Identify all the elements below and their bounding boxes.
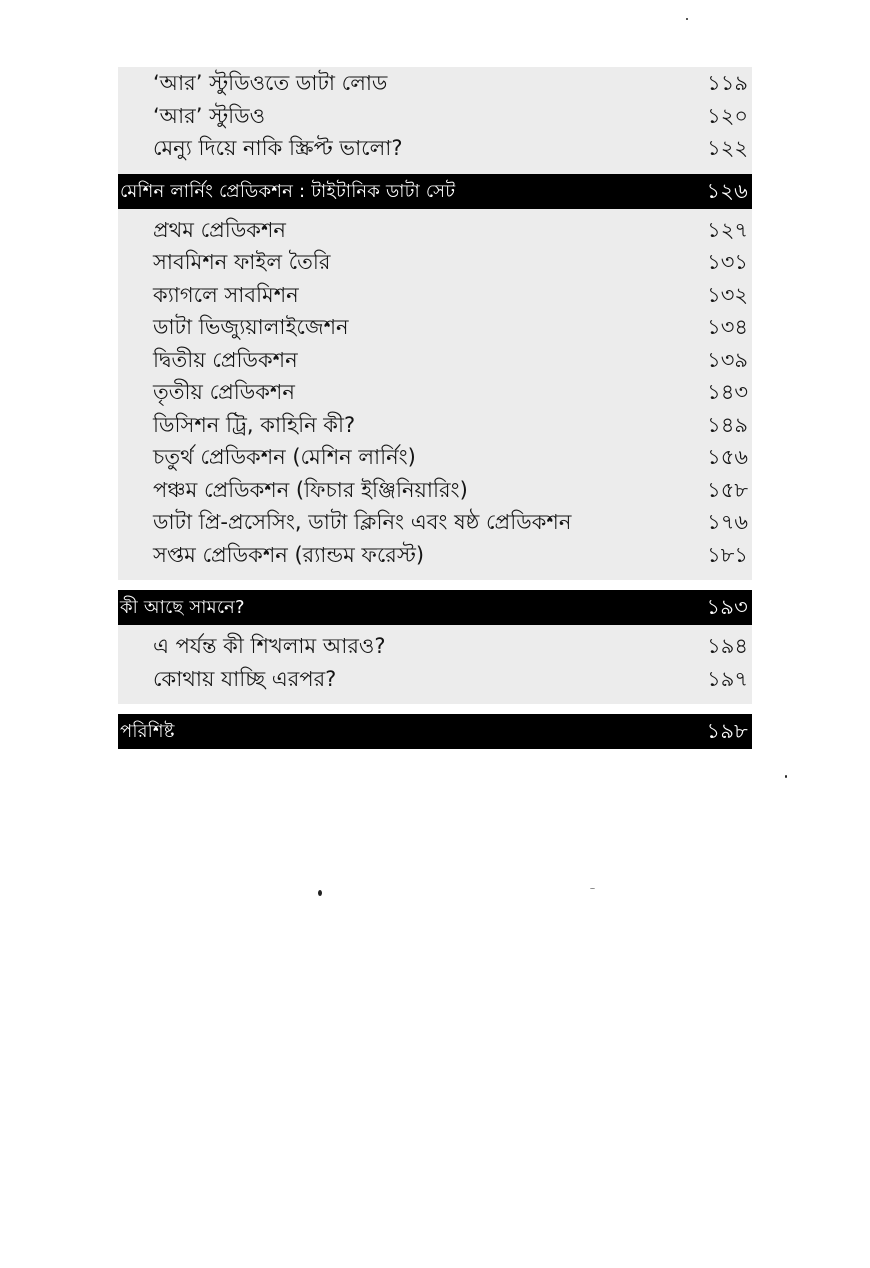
toc-entry-title: কোথায় যাচ্ছি এরপর? (153, 666, 337, 691)
toc-chapter-heading[interactable] (118, 174, 752, 209)
toc-entry-page: ১৫৬ (707, 445, 748, 469)
toc-entry[interactable] (118, 409, 752, 442)
toc-entry[interactable] (118, 246, 752, 279)
chapter-page: ১২৬ (706, 178, 748, 203)
toc-entry-page: ১৪৩ (707, 380, 748, 404)
toc-entry[interactable] (118, 506, 752, 539)
toc-entry-title: চতুর্থ প্রেডিকশন (মেশিন লার্নিং) (153, 445, 416, 469)
toc-entry-page: ১৩১ (707, 250, 748, 274)
scan-speck (590, 888, 595, 889)
toc-entry[interactable] (118, 539, 752, 572)
toc-entry-title: তৃতীয় প্রেডিকশন (153, 380, 295, 404)
toc-entry-page: ১৩২ (707, 282, 748, 307)
toc-entry-page: ১৫৮ (707, 477, 748, 502)
chapter-title: মেশিন লার্নিং প্রেডিকশন : টাইটানিক ডাটা সেট (120, 180, 456, 202)
chapter-title: পরিশিষ্ট (120, 721, 175, 742)
toc-entry-page: ১৭৬ (707, 510, 748, 534)
toc-entry-page: ১৩৯ (707, 347, 748, 372)
toc-entry-page: ১৩৪ (707, 315, 748, 339)
toc-entry-title: ডাটা ভিজ্যুয়ালাইজেশন (153, 315, 349, 339)
toc-entry[interactable] (118, 67, 752, 100)
toc-entry[interactable] (118, 376, 752, 409)
toc-entry-page: ১২৭ (707, 217, 748, 242)
toc-entry[interactable] (118, 279, 752, 312)
toc-entry-title: দ্বিতীয় প্রেডিকশন (153, 347, 298, 372)
toc-section-entries (118, 209, 752, 581)
toc-chapter-heading[interactable] (118, 590, 752, 625)
toc-entry[interactable] (118, 344, 752, 377)
scan-speck (785, 775, 787, 778)
toc-entry-title: ক্যাগলে সাবমিশন (153, 282, 299, 307)
toc-section-entries (118, 625, 752, 704)
scan-speck (318, 890, 322, 896)
toc-entry[interactable] (118, 311, 752, 344)
toc-entry-page: ১৯৪ (707, 634, 748, 658)
toc-entry-title: পঞ্চম প্রেডিকশন (ফিচার ইঞ্জিনিয়ারিং) (153, 477, 468, 502)
toc-entry[interactable] (118, 132, 752, 165)
toc-entry[interactable] (118, 100, 752, 133)
toc-entry-title: ‘আর’ স্টুডিওতে ডাটা লোড (153, 71, 388, 95)
toc-entry-title: ‘আর’ স্টুডিও (153, 103, 266, 128)
toc-entry-title: সাবমিশন ফাইল তৈরি (153, 250, 331, 274)
toc-entry[interactable] (118, 663, 752, 696)
toc-entry-title: ডাটা প্রি-প্রসেসিং, ডাটা ক্লিনিং এবং ষষ্ঠ প্রেডিকশন (153, 510, 572, 534)
toc-entry-title: এ পর্যন্ত কী শিখলাম আরও? (153, 634, 386, 658)
toc-entry[interactable] (118, 630, 752, 663)
toc-entry[interactable] (118, 441, 752, 474)
toc-entry-title: ডিসিশন ট্রি, কাহিনি কী? (153, 412, 356, 437)
scan-speck (686, 18, 688, 20)
toc-entry-page: ১২২ (707, 136, 748, 160)
chapter-title: কী আছে সামনে? (120, 597, 245, 618)
toc-entry[interactable] (118, 474, 752, 507)
toc-section-continued (118, 67, 752, 174)
toc-entry-page: ১৪৯ (707, 412, 748, 437)
toc-entry-title: প্রথম প্রেডিকশন (153, 217, 286, 242)
toc-entry-title: মেন্যু দিয়ে নাকি স্ক্রিপ্ট ভালো? (153, 136, 403, 160)
chapter-page: ১৯৩ (706, 595, 748, 619)
toc-entry-page: ১৮১ (707, 542, 748, 567)
toc-entry-title: সপ্তম প্রেডিকশন (র‍্যান্ডম ফরেস্ট) (153, 542, 425, 567)
toc-entry-page: ১২০ (707, 103, 748, 128)
toc-chapter-heading[interactable] (118, 714, 752, 749)
table-of-contents (118, 67, 752, 749)
toc-entry-page: ১৯৭ (707, 666, 748, 691)
chapter-page: ১৯৮ (706, 719, 748, 743)
toc-entry[interactable] (118, 214, 752, 247)
toc-entry-page: ১১৯ (707, 71, 748, 95)
